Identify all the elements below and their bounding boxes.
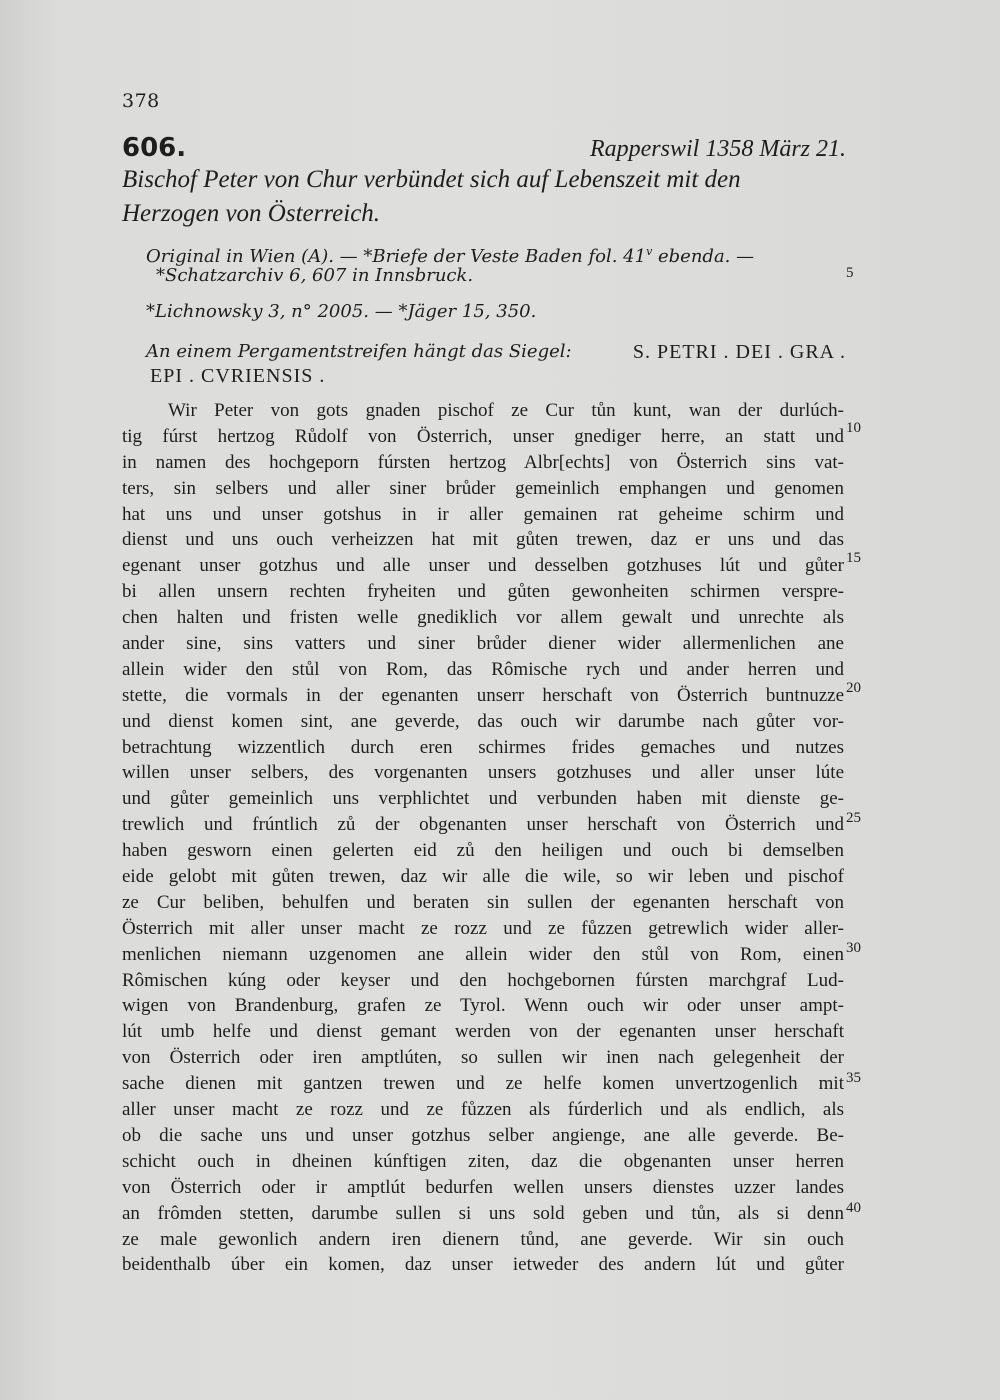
line-number: 35 bbox=[846, 1070, 861, 1086]
document-header bbox=[122, 133, 846, 163]
page-number: 378 bbox=[122, 90, 160, 112]
text-line: ze Cur beliben, behulfen und beraten sin sullen der egenanten herschaft von bbox=[122, 891, 844, 913]
text-line: schicht ouch in dheinen kúnftigen ziten, daz die obgenanten unser herren bbox=[122, 1150, 844, 1172]
headline-line: Herzogen von Österreich. bbox=[122, 200, 381, 227]
text-line: und dienst komen sint, ane geverde, das ouch wir darumbe nach gůter vor- bbox=[122, 710, 844, 732]
seal-legend: S. PETRI . DEI . GRA . bbox=[632, 341, 846, 363]
line-number: 15 bbox=[846, 550, 861, 566]
document-body bbox=[122, 398, 844, 1278]
text-line: hat uns und unser gotshus in ir aller gemainen rat geheime schirm und bbox=[122, 503, 844, 525]
text-line: ze male gewonlich andern iren dienern tůnd, ane geverde. Wir sin ouch bbox=[122, 1228, 844, 1250]
seal-legend: EPI . CVRIENSIS . bbox=[150, 365, 326, 387]
text-line: ob die sache uns und unser gotzhus selber angienge, ane alle geverde. Be- bbox=[122, 1124, 844, 1146]
source-superscript: v bbox=[646, 245, 653, 258]
text-line: ters, sin selbers und aller siner brůder gemeinlich emphangen und genomen bbox=[122, 477, 844, 499]
text-line: chen halten und fristen welle gnediklich vor allem gewalt und unrechte als bbox=[122, 607, 844, 629]
seal-intro: An einem Pergamentstreifen hängt das Siegel: bbox=[146, 341, 572, 362]
text-line: Wir Peter von gots gnaden pischof ze Cur tůn kunt, wan der durlúch- bbox=[168, 400, 844, 421]
text-line: ander sine, sins vatters und siner brůder diener wider allermenlichen ane bbox=[122, 633, 844, 655]
line-number: 30 bbox=[846, 940, 861, 956]
text-line: stette, die vormals in der egenanten unserr herschaft von Österrich buntnuzze bbox=[122, 684, 844, 706]
text-line: in namen des hochgeporn fúrsten hertzog Albr[echts] von Österrich sins vat- bbox=[122, 451, 844, 473]
text-line: sache dienen mit gantzen trewen und ze helfe komen unvertzogenlich mit bbox=[122, 1073, 844, 1095]
text-line: von Österrich oder iren amptlúten, so sullen wir inen nach gelegenheit der bbox=[122, 1047, 844, 1069]
text-line: Rômischen kúng oder keyser und den hochgebornen fúrsten marchgraf Lud- bbox=[122, 969, 844, 991]
text-line: an frômden stetten, darumbe sullen si uns sold geben und tůn, als si denn bbox=[122, 1202, 844, 1224]
document-headline bbox=[122, 163, 846, 231]
text-line: von Österrich oder ir amptlút bedurfen wellen unsers dienstes uzzer landes bbox=[122, 1176, 844, 1198]
text-line: eide gelobt mit gůten trewen, daz wir alle die wile, so wir leben und pischof bbox=[122, 866, 844, 888]
text-line: betrachtung wizzentlich durch eren schirmes frides gemaches und nutzes bbox=[122, 736, 844, 758]
text-line: trewlich und frúntlich zů der obgenanten unser herschaft von Österrich und bbox=[122, 814, 844, 836]
source-line: *Schatzarchiv 6, 607 in Innsbruck. bbox=[156, 265, 474, 286]
line-number: 20 bbox=[846, 680, 861, 696]
text-line: willen unser selbers, des vorgenanten unsers gotzhuses und aller unser lúte bbox=[122, 762, 844, 784]
text-line: bi allen unsern rechten fryheiten und gůten gewonheiten schirmen verspre- bbox=[122, 581, 844, 603]
source-text: ebenda. — bbox=[652, 246, 755, 267]
headline-line: Bischof Peter von Chur verbündet sich auf Lebenszeit mit den bbox=[122, 166, 741, 193]
text-line: und gůter gemeinlich uns verphlichtet und verbunden haben mit dienste ge- bbox=[122, 788, 844, 810]
text-line: allein wider den stůl von Rom, das Rômische rych und ander herren und bbox=[122, 658, 844, 680]
source-line: *Lichnowsky 3, n° 2005. — *Jäger 15, 350. bbox=[146, 301, 537, 322]
text-line: haben gesworn einen gelerten eid zů den heiligen und ouch bi demselben bbox=[122, 840, 844, 862]
source-text: Original in Wien (A). — *Briefe der Veste Baden fol. 41 bbox=[146, 246, 647, 267]
text-line: tig fúrst hertzog Růdolf von Österrich, unser gnediger herre, an statt und bbox=[122, 425, 844, 447]
text-line: beidenthalb úber ein komen, daz unser ietweder des andern lút und gůter bbox=[122, 1254, 844, 1276]
text-line: wigen von Brandenburg, grafen ze Tyrol. Wenn ouch wir oder unser ampt- bbox=[122, 995, 844, 1017]
document-number: 606. bbox=[122, 133, 187, 163]
text-line: menlichen niemann uzgenomen ane allein wider den stůl von Rom, einen bbox=[122, 943, 844, 965]
line-number: 25 bbox=[846, 810, 861, 826]
text-line: egenant unser gotzhus und alle unser und desselben gotzhuses lút und gůter bbox=[122, 555, 844, 577]
line-number: 10 bbox=[846, 420, 861, 436]
text-line: aller unser macht ze rozz und ze fůzzen als fúrderlich und als endlich, als bbox=[122, 1099, 844, 1121]
place-and-date: Rapperswil 1358 März 21. bbox=[589, 136, 846, 162]
line-number: 5 bbox=[846, 265, 854, 281]
line-number: 40 bbox=[846, 1200, 861, 1216]
text-line: Österrich mit aller unser macht ze rozz und ze fůzzen getrewlich wider aller- bbox=[122, 917, 844, 939]
text-line: dienst und uns ouch verheizzen hat mit gůten trewen, daz er uns und das bbox=[122, 529, 844, 551]
text-line: lút umb helfe und dienst gemant werden von der egenanten unser herschaft bbox=[122, 1021, 844, 1043]
